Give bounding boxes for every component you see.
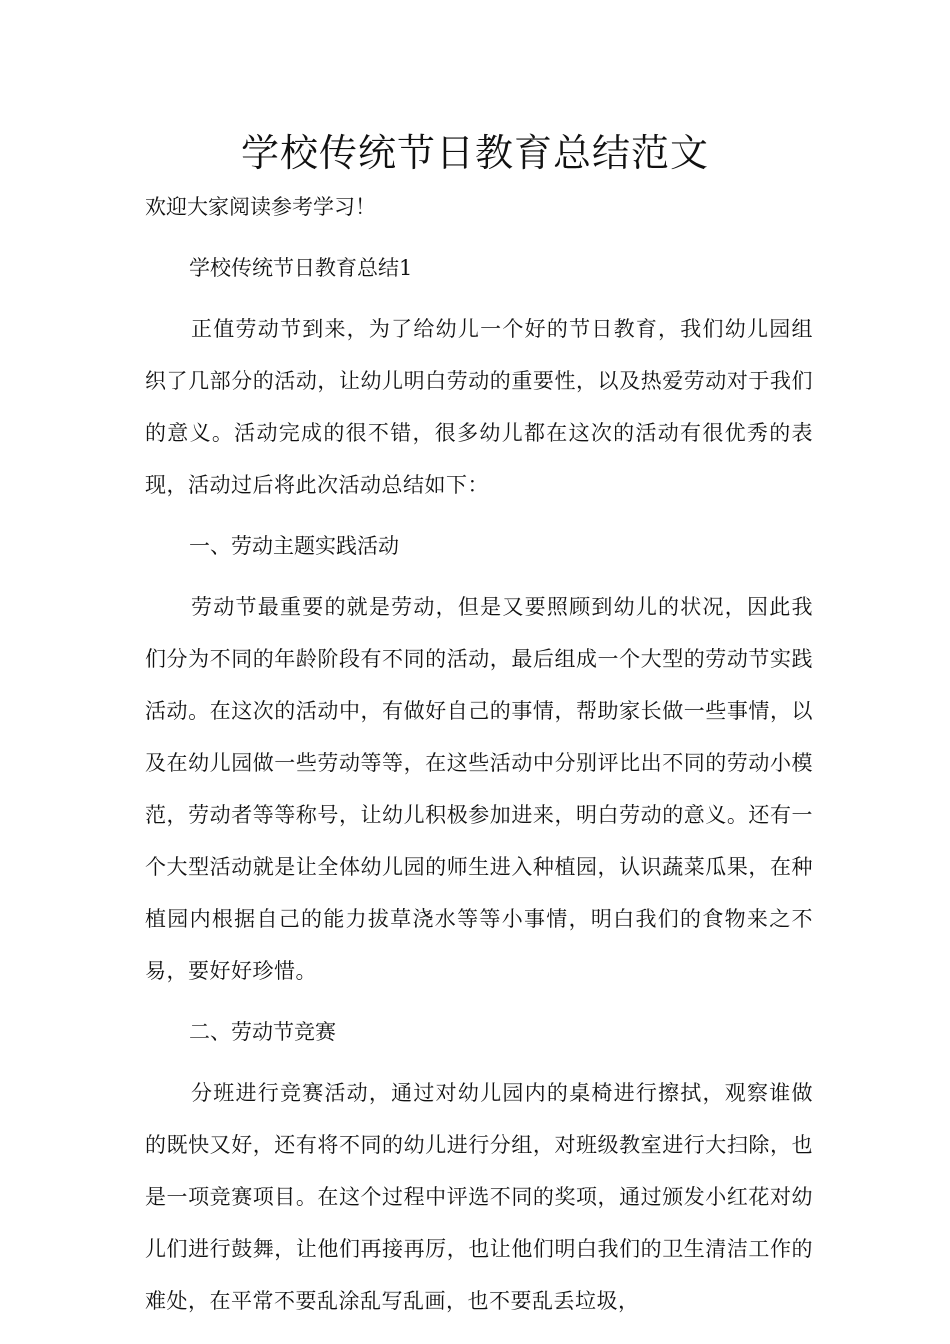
- paragraph-2: 劳动节最重要的就是劳动，但是又要照顾到幼儿的状况，因此我们分为不同的年龄阶段有不同的活动，最后组成一个大型的劳动节实践活动。在这次的活动中，有做好自己的事情，帮助家长做一些事情，以及在幼儿园做一些劳动等等，在这些活动中分别评比出不同的劳动小模范，劳动者等等称号，让幼儿积极参加进来，明白劳动的意义。还有一个大型活动就是让全体幼儿园的师生进入种植园，认识蔬菜瓜果，在种植园内根据自己的能力拔草浇水等等小事情，明白我们的食物来之不易，要好好珍惜。: [145, 595, 813, 983]
- heading-1: 一、劳动主题实践活动: [189, 534, 399, 558]
- heading-2: 二、劳动节竞赛: [189, 1020, 336, 1044]
- document-title: 学校传统节日教育总结范文: [240, 131, 709, 175]
- document-body: [145, 181, 813, 1336]
- paragraph-1: 正值劳动节到来，为了给幼儿一个好的节日教育，我们幼儿园组织了几部分的活动，让幼儿明白劳动的重要性，以及热爱劳动对于我们的意义。活动完成的很不错，很多幼儿都在这次的活动有很优秀的表现，活动过后将此次活动总结如下：: [145, 317, 813, 497]
- paragraph-3: 分班进行竞赛活动，通过对幼儿园内的桌椅进行擦拭，观察谁做的既快又好，还有将不同的幼儿进行分组，对班级教室进行大扫除，也是一项竞赛项目。在这个过程中评选不同的奖项，通过颁发小红花对幼儿们进行鼓舞，让他们再接再厉，也让他们明白我们的卫生清洁工作的难处，在平常不要乱涂乱写乱画，也不要乱丢垃圾，: [145, 1081, 813, 1313]
- section-title: 学校传统节日教育总结1: [189, 256, 413, 280]
- intro-line: 欢迎大家阅读参考学习！: [145, 195, 376, 219]
